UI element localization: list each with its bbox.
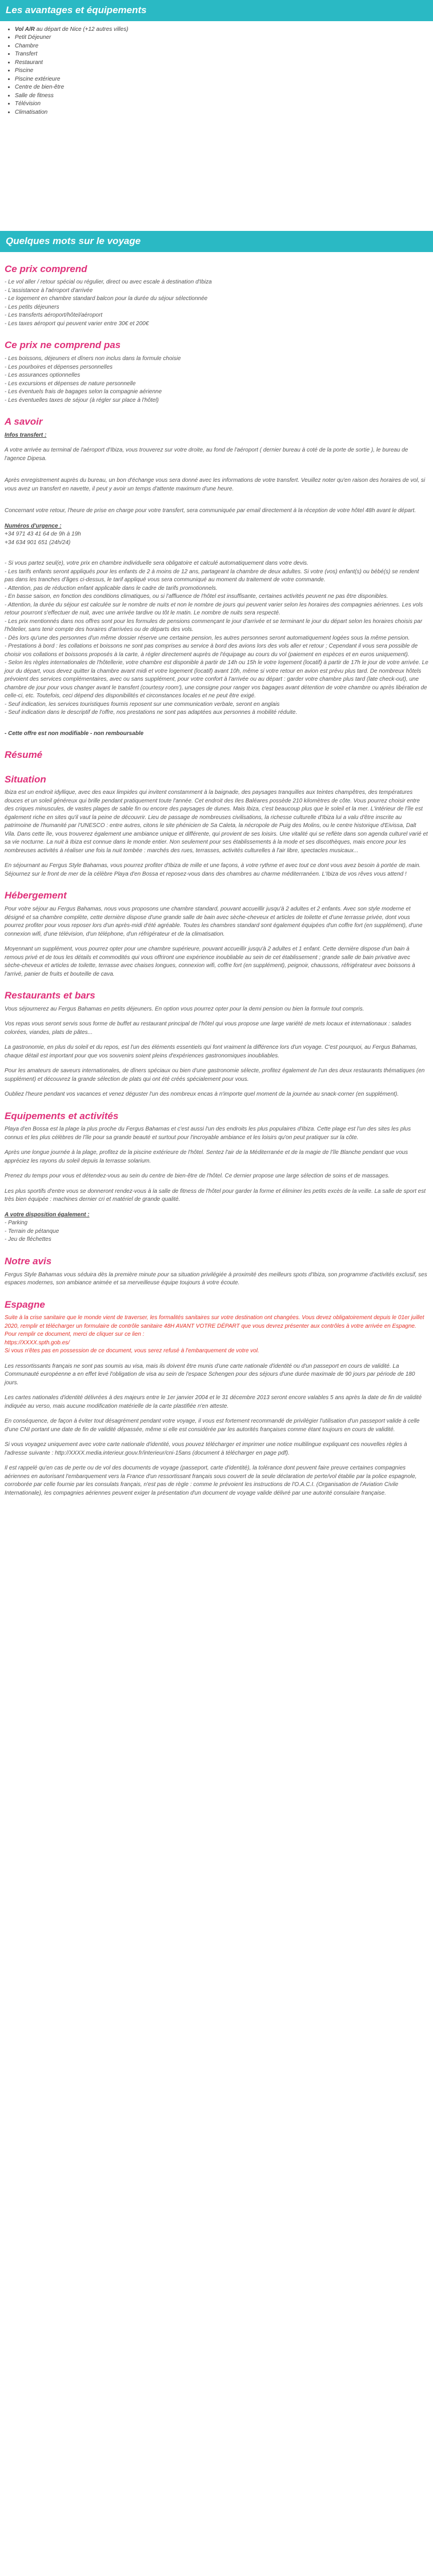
- included-item: - Les transferts aéroport/hôtel/aéroport: [5, 312, 103, 319]
- emergency-label: Numéros d'urgence :: [5, 522, 62, 529]
- emergency-phone: +34 634 901 651 (24h/24): [5, 539, 71, 546]
- spain-paragraph: Il est rappelé qu'en cas de perte ou de vol des documents de voyage (passeport, carte d'identité), la tolérance dont peuvent faire preuve certaines compagnies aériennes en autorisant l'embarquement vers la France d'un ressortissant français sous couvert de la seule déclaration de perte/vol établie par la police espagnole, corroborée par celle fournie par les consulats français, n'est pas de règle : comme le prévoient les instructions de l'O.A.C.I. (Organisation de l'Aviation Civile Internationale), les compagnies aériennes peuvent exiger la présentation d'un document de voyage valide délivré par une autorité consulaire française.: [5, 1465, 417, 1496]
- opinion-title: Notre avis: [5, 1255, 52, 1267]
- know-title: A savoir: [5, 416, 43, 428]
- note-item: - Seuf indication dans le descriptif de l'offre, nos prestations ne sont pas adaptées aux personnes à mobilité réduite.: [5, 709, 298, 716]
- spain-paragraph: Si vous voyagez uniquement avec votre carte nationale d'identité, vous pouvez télécharger et imprimer une notice multilingue expliquant ces nouvelles règles à l'adresse suivante : http://XXXX.media.interieur.gouv.fr/interieur/cni-15ans (document à télécharger en page pdf).: [5, 1441, 407, 1456]
- note-item: - Prestations à bord : les collations et boissons ne sont pas comprises au service à bord des avions lors des vols aller et retour ; Cependant il vous sera possible de choisir vos collations et boissons proposés à la carte, à régler directement auprès de l'équipage au cours du vol (paiement en espèces et en euros uniquement).: [5, 643, 418, 658]
- notes-list: [5, 560, 428, 717]
- non-modifiable-note: - Cette offre est non modifiable - non remboursable: [5, 730, 144, 737]
- situation-paragraph: En séjournant au Fergus Style Bahamas, vous pourrez profiter d'Ibiza de mille et une façons, à votre rythme et avec tout ce dont vous avez besoin à portée de main. Séjournez sur le front de mer de la célèbre Playa d'en Bossa et reposez-vous dans des chambres au charme méditerranéen. L'Ibiza de vos rêves vous attend !: [5, 862, 421, 877]
- sanitary-link-prompt: Pour remplir ce document, merci de cliquer sur ce lien :: [5, 1331, 145, 1338]
- summary-title: Résumé: [5, 749, 43, 761]
- excluded-list: [5, 355, 428, 405]
- advantage-item: • Climatisation: [15, 109, 433, 117]
- lodging-title: Hébergement: [5, 890, 67, 901]
- equipment-paragraph: Prenez du temps pour vous et détendez-vous au sein du centre de bien-être de l'hôtel. Ce dernier propose une large sélection de soins et de massages.: [5, 1173, 390, 1180]
- equipment-paragraph: Après une longue journée à la plage, profitez de la piscine extérieure de l'hôtel. Sentez l'air de la Méditerranée et de la magie de l'île Blanche pendant que vous appréciez les rayons du soleil depuis la terrasse solarium.: [5, 1149, 408, 1164]
- situation-paragraph: Ibiza est un endroit idyllique, avec des eaux limpides qui invitent constamment à la baignade, des paysages tranquilles aux teintes champêtres, des températures douces et un soleil généreux qui brille pendant pratiquement toute l'année. Cet endroit des Iles Baléares possède 210 kilomètres de côte. Vous pourrez choisir entre des criques minuscules, de vastes plages de sable fin ou encore des paysages de dunes. Mais Ibiza, c'est beaucoup plus que le soleil et la mer. L'intérieur de l'île est également riche en sites qu'il vaut la peine de découvrir. Lieu de passage de nombreuses civilisations, la richesse culturelle d'Ibiza lui a valu d'être inscrite au patrimoine de l'humanité par l'UNESCO : entre autres, citons le site phénicien de Sa Caleta, la nécropole de Puig des Molins, ou le centre historique d'Eivissa, Dalt Vila. Dans cette île, vous trouverez également une ambiance unique et différente, qui provient de ses loisirs. Une vitalité qui se reflète dans son agenda culturel varié et sa vie nocturne. La nuit à Ibiza est connue dans le monde entier. Non seulement pour ses établissements à la mode et ses discothèques, mais encore pour les nombreuses activités à réaliser une fois la nuit tombée : marchés des rues, terrasses, activités culturelles à l'air libre, spectacles musicaux...: [5, 789, 428, 854]
- extra-item: - Parking: [5, 1220, 28, 1227]
- advantages-list: [0, 26, 433, 117]
- excluded-item: - Les excursions et dépenses de nature personnelle: [5, 380, 136, 387]
- transfer-info-label: Infos transfert :: [5, 432, 47, 438]
- note-item: - Selon les règles internationales de l'hôtellerie, votre chambre est disponible à partir de 14h ou 15h le votre logement (locatif) à partir de 17h le jour de votre arrivée. Le jour du départ, vous devez quitter la chambre avant midi et votre logement (locatif) avant 10h, même si votre retour en avion est prévu plus tard. De nombreux hôtels prévoient des services complémentaires, avec ou sans supplément, pour votre confort à l'arrivée ou au départ : garder votre chambre plus tard (late check-out), une chambre de jour pour vous changer avant le transfert (courtesy room'), une consigne pour ranger vos bagages avant détention de votre chambre ou après libération de celle-ci, etc. Toutefois, ceci dépend des disponibilités et circonstances locales et ne peut être exigé.: [5, 660, 428, 700]
- excluded-item: - Les assurances optionnelles: [5, 372, 81, 379]
- included-item: - Les petits déjeuners: [5, 303, 59, 310]
- equipment-paragraph: Playa d'en Bossa est la plage la plus proche du Fergus Bahamas et c'est aussi l'un des endroits les plus populaires d'Ibiza. Cette plage est l'un des sites les plus connus et les plus célèbres de l'île pour sa grande beauté et surtout pour l'incroyable ambiance et les loisirs qu'on peut pratiquer sur la côte.: [5, 1126, 411, 1141]
- spain-title: Espagne: [5, 1299, 45, 1310]
- situation-title: Situation: [5, 773, 46, 785]
- spain-paragraph: Les cartes nationales d'identité délivrées à des majeurs entre le 1er janvier 2004 et le 31 décembre 2013 seront encore valables 5 ans après la date de fin de validité indiquée au verso, mais aucune modification matérielle de la carte plastifiée n'en atteste.: [5, 1395, 422, 1409]
- transfer-paragraph: Concernant votre retour, l'heure de prise en charge pour votre transfert, sera communiquée par email directement à la réception de votre hôtel 48h avant le départ.: [5, 508, 416, 514]
- extra-label: A votre disposition également :: [5, 1211, 90, 1218]
- trip-content: [0, 262, 433, 1497]
- transfer-paragraph: A votre arrivée au terminal de l'aéroport d'Ibiza, vous trouverez sur votre droite, au fond de l'aéroport ( dernier bureau à coté de la porte de sortie ), le bureau de l'agence Dipesa.: [5, 447, 408, 462]
- extra-item: - Terrain de pétanque: [5, 1228, 59, 1235]
- included-list: [5, 278, 428, 328]
- transfer-paragraph: Après enregistrement auprès du bureau, un bon d'échange vous sera donné avec les informations de votre transfert. Veuillez noter qu'en raison des horaires de vol, si vous avez un transfert en navette, il peut y avoir un temps d'attente maximum d'une heure.: [5, 477, 426, 492]
- note-item: - Les tarifs enfants seront appliqués pour les enfants de 2 à moins de 12 ans, partageant la chambre de deux adultes. Si votre (vos) enfant(s) ou bébé(s) se rendent pas dans les tranches d'âges ci-dessus, le tarif appliqué vous sera communiqué au moment du traitement de votre commande.: [5, 568, 419, 584]
- note-item: - Dès lors qu'une des personnes d'un même dossier réserve une certaine pension, les autres personnes seront automatiquement logées sous la même pension.: [5, 634, 410, 641]
- sanitary-warning: Suite à la crise sanitaire que le monde vient de traverser, les formalités sanitaires sur votre destination ont changées. Vous devez obligatoirement depuis le 01er juillet 2020, remplir et télécharger un formulaire de contrôle sanitaire 48H AVANT VOTRE DÉPART que vous devrez présenter aux contrôles à votre arrivée en Espagne.: [5, 1315, 424, 1329]
- advantage-item: • Salle de fitness: [15, 92, 433, 101]
- note-item: - Si vous partez seul(e), votre prix en chambre individuelle sera obligatoire et calculé automatiquement dans votre devis.: [5, 560, 308, 567]
- advantage-item: • Centre de bien-être: [15, 83, 433, 92]
- lodging-paragraph: Moyennant un supplément, vous pourrez opter pour une chambre supérieure, pouvant accueillir jusqu'à 2 adultes et 1 enfant. Cette dernière dispose d'un bain à remous privé et de tous les détails et commodités qui vous offriront une expérience inoubliable au sein de cet établissement ; grande salle de bain privative avec sèche-cheveux et articles de toilette, terrasse avec chaises longues, connexion wifi, coffre fort (en supplément), peignoir, chaussons, réfrigérateur avec boissons à l'arrivé, panier de fruits et bouteille de cava.: [5, 946, 415, 977]
- restaurants-title: Restaurants et bars: [5, 990, 95, 1001]
- emergency-phone: +34 971 43 41 64 de 9h à 19h: [5, 531, 81, 538]
- note-item: - Attention, pas de réduction enfant applicable dans le cadre de tarifs promotionnels.: [5, 585, 218, 592]
- advantage-item: • Petit Déjeuner: [15, 34, 433, 42]
- excluded-item: - Les boissons, déjeuners et dîners non inclus dans la formule choisie: [5, 356, 181, 362]
- advantage-item: • Transfert: [15, 50, 433, 59]
- advantages-banner: Les avantages et équipements: [0, 0, 433, 21]
- note-item: - Attention, la durée du séjour est calculée sur le nombre de nuits et non le nombre de jours qui peuvent varier selon les horaires des compagnies aériennes. Les vols retour pourront s'effectuer de nuit, avec une arrivée tardive ou tôt le matin. Le nombre de nuits sera respecté.: [5, 601, 423, 617]
- equipment-title: Equipements et activités: [5, 1110, 119, 1121]
- excluded-item: - Les pourboires et dépenses personnelles: [5, 364, 113, 370]
- restaurants-paragraph: La gastronomie, en plus du soleil et du repos, est l'un des éléments essentiels qui font vraiment la différence lors d'un voyage. C'est pourquoi, au Fergus Bahamas, chaque détail est important pour que vos souvenirs soient pleins d'expériences gastronomiques inoubliables.: [5, 1044, 418, 1059]
- lodging-paragraph: Pour votre séjour au Fergus Bahamas, nous vous proposons une chambre standard, pouvant accueillir jusqu'à 2 adultes et 2 enfants. Avec son style moderne et désigné et sa chambre complète, cette dernière dispose d'une grande salle de bain avec sèche-cheveux et articles de toilette et d'une terrasse privée, dont vous pourrez profiter pour vous reposer lors d'un après-midi d'été agréable. Toutes les chambres standard sont également équipées d'un coffre fort (en supplément), d'une connexion wifi, d'une télévision, d'un téléphone, d'un réfrigérateur et de la climatisation.: [5, 906, 423, 937]
- trip-banner: Quelques mots sur le voyage: [0, 231, 433, 252]
- excluded-item: - Les éventuels frais de bagages selon la compagnie aérienne: [5, 389, 162, 396]
- advantage-item: • Chambre: [15, 42, 433, 51]
- sanitary-link[interactable]: https://XXXX.spth.gob.es/: [5, 1339, 70, 1346]
- restaurants-paragraph: Vous séjournerez au Fergus Bahamas en petits déjeuners. En option vous pourrez opter pour la demi pension ou bien la formule tout compris.: [5, 1005, 364, 1012]
- included-title: Ce prix comprend: [5, 263, 87, 274]
- sanitary-refusal-note: Si vous n'êtes pas en possession de ce document, vous serez refusé à l'embarquement de votre vol.: [5, 1348, 259, 1355]
- spain-paragraph: Les ressortissants français ne sont pas soumis au visa, mais ils doivent être munis d'une carte nationale d'identité ou d'un passeport en cours de validité. La Communauté européenne a en effet levé l'obligation de visa au sein de l'espace Schengen pour des séjours d'une durée maximale de 90 jours par période de 180 jours.: [5, 1363, 415, 1386]
- note-item: - En basse saison, en fonction des conditions climatiques, ou si l'affluence de l'hôtel est insuffisante, certaines activités peuvent ne pas être disponibles.: [5, 593, 388, 600]
- advantage-item: • Restaurant: [15, 59, 433, 67]
- equipment-paragraph: Les plus sportifs d'entre vous se donneront rendez-vous à la salle de fitness de l'hôtel pour garder la forme et éliminer les petits excès de la veille. La salle de sport est très bien équipée : machines dernier cri et matériel de grande qualité.: [5, 1188, 426, 1203]
- included-item: - Le logement en chambre standard balcon pour la durée du séjour sélectionnée: [5, 295, 208, 302]
- excluded-item: - Les éventuelles taxes de séjour (à régler sur place à l'hôtel): [5, 397, 159, 404]
- included-item: - L'assistance à l'aéroport d'arrivée: [5, 287, 93, 294]
- restaurants-paragraph: Oubliez l'heure pendant vos vacances et venez déguster l'un des nombreux encas à n'importe quel moment de la journée au snack-corner (en supplément).: [5, 1091, 399, 1098]
- advantage-item: • Vol A/R au départ de Nice (+12 autres villes): [15, 26, 433, 34]
- note-item: - Les prix mentionnés dans nos offres sont pour les formules de pensions commençant le jour d'arrivée et se terminant le jour du départ selon les horaires choisis par l'hôtelier, sans tenir compte des horaires d'arrivées ou de départs des vols.: [5, 618, 423, 633]
- included-item: - Le vol aller / retour spécial ou régulier, direct ou avec escale à destination d'Ibiza: [5, 279, 212, 286]
- opinion-paragraph: Fergus Style Bahamas vous séduira dès la première minute pour sa situation privilégiée à proximité des meilleurs spots d'Ibiza, son programme d'activités exclusif, ses espaces modernes, son ambiance animée et sa merveilleuse équipe toujours à votre écoute.: [5, 1271, 427, 1287]
- advantage-item: • Télévision: [15, 100, 433, 109]
- advantage-item: • Piscine extérieure: [15, 75, 433, 84]
- restaurants-paragraph: Vos repas vous seront servis sous forme de buffet au restaurant principal de l'hôtel qui vous propose une large variété de mets locaux et internationaux : salades colorées, viandes, plats de pâtes...: [5, 1021, 411, 1036]
- spain-paragraph: En conséquence, de façon à éviter tout désagrément pendant votre voyage, il vous est fortement recommandé de privilégier l'utilisation d'un passeport valide à celle d'une CNI portant une date de fin de validité dépassée, même si elle est considérée par les autorités françaises comme étant toujours en cours de validité.: [5, 1418, 420, 1433]
- restaurants-paragraph: Pour les amateurs de saveurs internationales, de dîners spéciaux ou bien d'une gastronomie sélecte, profitez également de l'un des deux restaurants thématiques (en supplément) et découvrez la grande sélection de plats qui ont été créés spécialement pour vous.: [5, 1068, 425, 1083]
- advantage-item: • Piscine: [15, 67, 433, 75]
- excluded-title: Ce prix ne comprend pas: [5, 340, 121, 351]
- extra-item: - Jeu de fléchettes: [5, 1236, 51, 1243]
- included-item: - Les taxes aéroport qui peuvent varier entre 30€ et 200€: [5, 320, 149, 327]
- note-item: - Seuf indication, les services touristiques fournis reposent sur une communication verbale, seront en anglais: [5, 701, 280, 708]
- extra-list: [5, 1219, 428, 1244]
